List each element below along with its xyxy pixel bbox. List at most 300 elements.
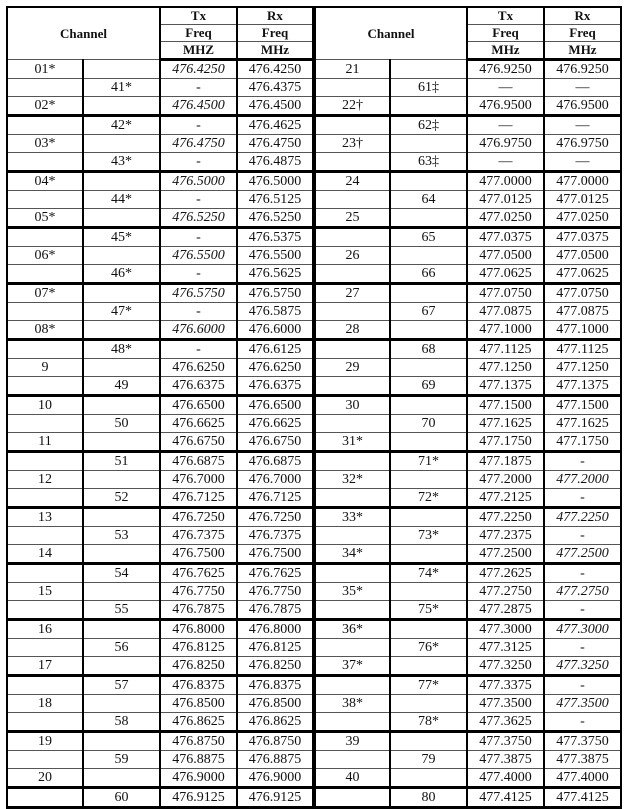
channel-primary-left	[7, 713, 83, 732]
table-row	[7, 265, 621, 284]
rx-freq-left: 476.8875	[237, 751, 314, 769]
rx-header-left-1: Rx	[237, 7, 314, 25]
channel-primary-left: 02*	[7, 97, 83, 116]
rx-freq-left: 476.5000	[237, 172, 314, 191]
channel-secondary-right	[390, 247, 467, 265]
tx-header-right-1: Tx	[467, 7, 544, 25]
rx-freq-right: -	[544, 564, 621, 583]
tx-freq-right: —	[467, 79, 544, 97]
rx-freq-right: 477.2250	[544, 508, 621, 527]
table-row	[7, 657, 621, 676]
channel-primary-left: 06*	[7, 247, 83, 265]
channel-header-left: Channel	[7, 7, 160, 60]
channel-primary-right	[314, 153, 390, 172]
channel-secondary-right: 75*	[390, 601, 467, 620]
channel-primary-left	[7, 601, 83, 620]
channel-secondary-right	[390, 396, 467, 415]
tx-freq-left: 476.5750	[160, 284, 237, 303]
rx-freq-right: 476.9750	[544, 135, 621, 153]
tx-freq-right: 477.1250	[467, 359, 544, 377]
tx-header-right-2: Freq	[467, 25, 544, 42]
channel-primary-right: 36*	[314, 620, 390, 639]
rx-freq-left: 476.6625	[237, 415, 314, 433]
tx-freq-left: -	[160, 265, 237, 284]
rx-freq-left: 476.5250	[237, 209, 314, 228]
table-row	[7, 583, 621, 601]
channel-primary-left: 18	[7, 695, 83, 713]
channel-primary-left: 15	[7, 583, 83, 601]
table-row	[7, 620, 621, 639]
channel-secondary-left	[83, 321, 160, 340]
table-row	[7, 79, 621, 97]
channel-primary-right: 38*	[314, 695, 390, 713]
rx-freq-right: 477.1125	[544, 340, 621, 359]
tx-freq-right: 476.9250	[467, 60, 544, 79]
rx-freq-left: 476.6250	[237, 359, 314, 377]
rx-freq-left: 476.5500	[237, 247, 314, 265]
tx-freq-left: 476.7625	[160, 564, 237, 583]
rx-freq-left: 476.7375	[237, 527, 314, 545]
channel-secondary-right	[390, 471, 467, 489]
channel-primary-left	[7, 191, 83, 209]
channel-secondary-left	[83, 60, 160, 79]
rx-header-right-1: Rx	[544, 7, 621, 25]
channel-secondary-right: 78*	[390, 713, 467, 732]
channel-secondary-left	[83, 508, 160, 527]
table-row	[7, 284, 621, 303]
tx-freq-right: —	[467, 116, 544, 135]
channel-primary-right: 23†	[314, 135, 390, 153]
table-row	[7, 377, 621, 396]
channel-primary-left	[7, 303, 83, 321]
channel-secondary-left: 57	[83, 676, 160, 695]
table-row	[7, 191, 621, 209]
channel-primary-right: 27	[314, 284, 390, 303]
tx-freq-left: -	[160, 153, 237, 172]
rx-freq-right: 476.9500	[544, 97, 621, 116]
tx-freq-right: 477.3750	[467, 732, 544, 751]
tx-freq-left: 476.8375	[160, 676, 237, 695]
tx-freq-right: 476.9500	[467, 97, 544, 116]
tx-freq-left: 476.7875	[160, 601, 237, 620]
channel-primary-right: 22†	[314, 97, 390, 116]
channel-secondary-right: 80	[390, 788, 467, 808]
channel-primary-left: 01*	[7, 60, 83, 79]
channel-primary-left	[7, 564, 83, 583]
channel-secondary-right	[390, 359, 467, 377]
rx-freq-left: 476.6750	[237, 433, 314, 452]
tx-freq-left: 476.7250	[160, 508, 237, 527]
rx-freq-left: 476.6500	[237, 396, 314, 415]
rx-freq-right: 477.0125	[544, 191, 621, 209]
channel-primary-right	[314, 265, 390, 284]
tx-freq-right: 477.1750	[467, 433, 544, 452]
table-body	[7, 60, 621, 808]
channel-secondary-right: 66	[390, 265, 467, 284]
rx-freq-right: 477.3875	[544, 751, 621, 769]
tx-freq-right: 477.2625	[467, 564, 544, 583]
rx-freq-right: 477.1375	[544, 377, 621, 396]
rx-freq-left: 476.9000	[237, 769, 314, 788]
tx-freq-right: 477.2375	[467, 527, 544, 545]
rx-freq-right: 477.0500	[544, 247, 621, 265]
channel-secondary-left: 50	[83, 415, 160, 433]
channel-secondary-left: 56	[83, 639, 160, 657]
rx-freq-left: 476.4250	[237, 60, 314, 79]
channel-primary-right	[314, 713, 390, 732]
tx-freq-left: 476.9000	[160, 769, 237, 788]
channel-primary-right	[314, 303, 390, 321]
channel-secondary-right: 79	[390, 751, 467, 769]
channel-secondary-right: 64	[390, 191, 467, 209]
channel-secondary-right	[390, 769, 467, 788]
channel-primary-right: 25	[314, 209, 390, 228]
channel-secondary-left	[83, 209, 160, 228]
channel-primary-right: 24	[314, 172, 390, 191]
rx-freq-left: 476.7000	[237, 471, 314, 489]
channel-secondary-left	[83, 172, 160, 191]
channel-secondary-left	[83, 247, 160, 265]
table-row	[7, 695, 621, 713]
rx-freq-left: 476.8500	[237, 695, 314, 713]
tx-freq-right: 477.0625	[467, 265, 544, 284]
channel-primary-left	[7, 79, 83, 97]
rx-freq-right: —	[544, 79, 621, 97]
channel-primary-right: 37*	[314, 657, 390, 676]
table-row	[7, 769, 621, 788]
channel-frequency-table	[6, 6, 622, 809]
table-row	[7, 676, 621, 695]
tx-freq-right: 477.2500	[467, 545, 544, 564]
channel-primary-right: 33*	[314, 508, 390, 527]
tx-freq-left: -	[160, 228, 237, 247]
channel-secondary-right: 69	[390, 377, 467, 396]
channel-primary-right	[314, 564, 390, 583]
channel-secondary-left: 46*	[83, 265, 160, 284]
tx-freq-left: 476.7500	[160, 545, 237, 564]
channel-secondary-right	[390, 284, 467, 303]
rx-header-left-2: Freq	[237, 25, 314, 42]
table-row	[7, 527, 621, 545]
channel-primary-right: 32*	[314, 471, 390, 489]
channel-secondary-left	[83, 769, 160, 788]
rx-freq-left: 476.5750	[237, 284, 314, 303]
channel-primary-left: 07*	[7, 284, 83, 303]
channel-primary-right: 39	[314, 732, 390, 751]
table-row	[7, 340, 621, 359]
tx-freq-left: 476.8500	[160, 695, 237, 713]
rx-freq-left: 476.4500	[237, 97, 314, 116]
rx-freq-right: 477.0375	[544, 228, 621, 247]
channel-primary-right: 40	[314, 769, 390, 788]
table-row	[7, 639, 621, 657]
rx-header-right-3: MHz	[544, 42, 621, 60]
channel-secondary-right: 62‡	[390, 116, 467, 135]
channel-secondary-left: 51	[83, 452, 160, 471]
channel-secondary-right	[390, 695, 467, 713]
channel-secondary-left	[83, 433, 160, 452]
channel-secondary-right: 68	[390, 340, 467, 359]
tx-freq-left: 476.6500	[160, 396, 237, 415]
tx-freq-right: 477.0375	[467, 228, 544, 247]
tx-freq-right: 477.3625	[467, 713, 544, 732]
channel-secondary-right	[390, 657, 467, 676]
channel-secondary-right: 71*	[390, 452, 467, 471]
tx-freq-right: 477.3875	[467, 751, 544, 769]
tx-freq-left: 476.8625	[160, 713, 237, 732]
channel-primary-left: 10	[7, 396, 83, 415]
tx-freq-right: 477.0250	[467, 209, 544, 228]
rx-freq-left: 476.8625	[237, 713, 314, 732]
channel-primary-left	[7, 452, 83, 471]
tx-freq-left: 476.7000	[160, 471, 237, 489]
table-row	[7, 303, 621, 321]
channel-secondary-right	[390, 97, 467, 116]
channel-header-right: Channel	[314, 7, 467, 60]
rx-freq-left: 476.5375	[237, 228, 314, 247]
channel-primary-left: 12	[7, 471, 83, 489]
channel-primary-left	[7, 377, 83, 396]
rx-freq-left: 476.8375	[237, 676, 314, 695]
channel-primary-left	[7, 265, 83, 284]
rx-freq-left: 476.7125	[237, 489, 314, 508]
tx-freq-left: 476.7125	[160, 489, 237, 508]
tx-freq-right: 477.3250	[467, 657, 544, 676]
channel-secondary-right	[390, 172, 467, 191]
rx-freq-right: 477.1250	[544, 359, 621, 377]
channel-secondary-right	[390, 60, 467, 79]
tx-freq-right: 477.0875	[467, 303, 544, 321]
rx-header-right-2: Freq	[544, 25, 621, 42]
channel-secondary-right: 77*	[390, 676, 467, 695]
rx-freq-right: 477.0000	[544, 172, 621, 191]
rx-freq-left: 476.7875	[237, 601, 314, 620]
channel-secondary-left: 49	[83, 377, 160, 396]
channel-primary-left: 16	[7, 620, 83, 639]
tx-freq-left: 476.8250	[160, 657, 237, 676]
table-row	[7, 153, 621, 172]
rx-freq-right: —	[544, 153, 621, 172]
table-row	[7, 489, 621, 508]
channel-secondary-left	[83, 732, 160, 751]
tx-freq-right: 477.1125	[467, 340, 544, 359]
channel-primary-right	[314, 489, 390, 508]
tx-freq-right: 477.0750	[467, 284, 544, 303]
channel-primary-left	[7, 489, 83, 508]
channel-secondary-left	[83, 359, 160, 377]
channel-secondary-right	[390, 732, 467, 751]
tx-freq-right: 477.3125	[467, 639, 544, 657]
rx-freq-left: 476.7500	[237, 545, 314, 564]
channel-secondary-left	[83, 135, 160, 153]
channel-primary-left	[7, 676, 83, 695]
tx-freq-left: 476.6625	[160, 415, 237, 433]
channel-secondary-left	[83, 471, 160, 489]
channel-secondary-right: 63‡	[390, 153, 467, 172]
tx-freq-right: 477.2250	[467, 508, 544, 527]
channel-primary-right: 26	[314, 247, 390, 265]
channel-primary-left: 13	[7, 508, 83, 527]
rx-freq-left: 476.5875	[237, 303, 314, 321]
channel-primary-left: 05*	[7, 209, 83, 228]
rx-freq-left: 476.7625	[237, 564, 314, 583]
rx-freq-right: -	[544, 489, 621, 508]
rx-freq-left: 476.6375	[237, 377, 314, 396]
rx-freq-right: 477.2500	[544, 545, 621, 564]
rx-freq-left: 476.9125	[237, 788, 314, 808]
tx-header-right-3: MHz	[467, 42, 544, 60]
table-row	[7, 172, 621, 191]
table-row	[7, 209, 621, 228]
tx-freq-right: —	[467, 153, 544, 172]
tx-freq-left: 476.7750	[160, 583, 237, 601]
channel-primary-left: 19	[7, 732, 83, 751]
tx-freq-right: 477.2125	[467, 489, 544, 508]
rx-freq-right: 477.4125	[544, 788, 621, 808]
rx-freq-right: 477.1625	[544, 415, 621, 433]
table-row	[7, 396, 621, 415]
rx-freq-left: 476.8250	[237, 657, 314, 676]
channel-primary-left	[7, 153, 83, 172]
channel-secondary-right	[390, 620, 467, 639]
channel-primary-right: 30	[314, 396, 390, 415]
rx-freq-right: 477.0750	[544, 284, 621, 303]
tx-freq-right: 477.2750	[467, 583, 544, 601]
tx-freq-left: -	[160, 191, 237, 209]
rx-freq-right: —	[544, 116, 621, 135]
table-row	[7, 359, 621, 377]
rx-freq-right: -	[544, 713, 621, 732]
table-header	[7, 7, 621, 60]
rx-freq-left: 476.7750	[237, 583, 314, 601]
channel-secondary-left: 44*	[83, 191, 160, 209]
tx-freq-right: 477.4000	[467, 769, 544, 788]
tx-freq-left: 476.5500	[160, 247, 237, 265]
channel-primary-right: 21	[314, 60, 390, 79]
table-row	[7, 415, 621, 433]
tx-freq-left: 476.4500	[160, 97, 237, 116]
table-row	[7, 452, 621, 471]
rx-freq-left: 476.5125	[237, 191, 314, 209]
rx-freq-left: 476.4625	[237, 116, 314, 135]
rx-freq-left: 476.6875	[237, 452, 314, 471]
channel-secondary-right: 65	[390, 228, 467, 247]
tx-freq-left: 476.8125	[160, 639, 237, 657]
rx-freq-right: -	[544, 527, 621, 545]
tx-freq-right: 477.1375	[467, 377, 544, 396]
channel-primary-left: 11	[7, 433, 83, 452]
table-row	[7, 788, 621, 808]
tx-freq-left: 476.6000	[160, 321, 237, 340]
table-row	[7, 228, 621, 247]
tx-freq-left: 476.8750	[160, 732, 237, 751]
channel-primary-right: 35*	[314, 583, 390, 601]
rx-freq-left: 476.8750	[237, 732, 314, 751]
tx-freq-left: 476.4750	[160, 135, 237, 153]
tx-freq-right: 477.2000	[467, 471, 544, 489]
tx-freq-right: 477.1625	[467, 415, 544, 433]
channel-frequency-table-container	[6, 6, 621, 809]
table-row	[7, 116, 621, 135]
channel-secondary-left	[83, 284, 160, 303]
channel-primary-right	[314, 340, 390, 359]
channel-secondary-left: 54	[83, 564, 160, 583]
channel-primary-right	[314, 639, 390, 657]
tx-freq-right: 477.0000	[467, 172, 544, 191]
tx-freq-left: 476.8875	[160, 751, 237, 769]
channel-secondary-right: 73*	[390, 527, 467, 545]
rx-freq-right: 477.3250	[544, 657, 621, 676]
rx-freq-left: 476.8000	[237, 620, 314, 639]
tx-freq-left: -	[160, 303, 237, 321]
rx-freq-right: 477.0625	[544, 265, 621, 284]
rx-freq-right: 477.3000	[544, 620, 621, 639]
channel-primary-right	[314, 116, 390, 135]
rx-freq-left: 476.8125	[237, 639, 314, 657]
channel-secondary-right	[390, 433, 467, 452]
rx-freq-left: 476.5625	[237, 265, 314, 284]
tx-freq-right: 477.1500	[467, 396, 544, 415]
channel-secondary-right	[390, 135, 467, 153]
rx-freq-right: 477.2000	[544, 471, 621, 489]
channel-secondary-left: 58	[83, 713, 160, 732]
channel-primary-right	[314, 527, 390, 545]
channel-secondary-right: 61‡	[390, 79, 467, 97]
channel-secondary-right: 74*	[390, 564, 467, 583]
channel-primary-right	[314, 377, 390, 396]
channel-secondary-left: 52	[83, 489, 160, 508]
channel-primary-left: 17	[7, 657, 83, 676]
rx-freq-right: 477.0875	[544, 303, 621, 321]
channel-secondary-left	[83, 545, 160, 564]
tx-freq-left: -	[160, 79, 237, 97]
channel-secondary-left	[83, 583, 160, 601]
tx-freq-left: 476.6250	[160, 359, 237, 377]
channel-primary-right	[314, 676, 390, 695]
channel-primary-left	[7, 415, 83, 433]
channel-secondary-left: 55	[83, 601, 160, 620]
tx-freq-right: 477.3000	[467, 620, 544, 639]
rx-freq-left: 476.4875	[237, 153, 314, 172]
channel-secondary-left: 42*	[83, 116, 160, 135]
channel-primary-right: 34*	[314, 545, 390, 564]
channel-secondary-left: 48*	[83, 340, 160, 359]
rx-freq-right: 477.0250	[544, 209, 621, 228]
channel-primary-right	[314, 788, 390, 808]
channel-primary-left: 04*	[7, 172, 83, 191]
channel-secondary-left: 47*	[83, 303, 160, 321]
rx-freq-right: 477.3500	[544, 695, 621, 713]
tx-header-left-2: Freq	[160, 25, 237, 42]
channel-primary-left	[7, 751, 83, 769]
channel-secondary-left: 53	[83, 527, 160, 545]
channel-secondary-right: 72*	[390, 489, 467, 508]
tx-freq-left: 476.8000	[160, 620, 237, 639]
tx-freq-left: 476.4250	[160, 60, 237, 79]
tx-freq-right: 477.3375	[467, 676, 544, 695]
channel-primary-left: 03*	[7, 135, 83, 153]
channel-secondary-right: 76*	[390, 639, 467, 657]
channel-secondary-right	[390, 583, 467, 601]
channel-primary-left	[7, 527, 83, 545]
table-row	[7, 751, 621, 769]
rx-freq-left: 476.7250	[237, 508, 314, 527]
rx-freq-left: 476.6125	[237, 340, 314, 359]
rx-freq-right: -	[544, 676, 621, 695]
table-row	[7, 564, 621, 583]
channel-secondary-left: 60	[83, 788, 160, 808]
channel-primary-right	[314, 601, 390, 620]
